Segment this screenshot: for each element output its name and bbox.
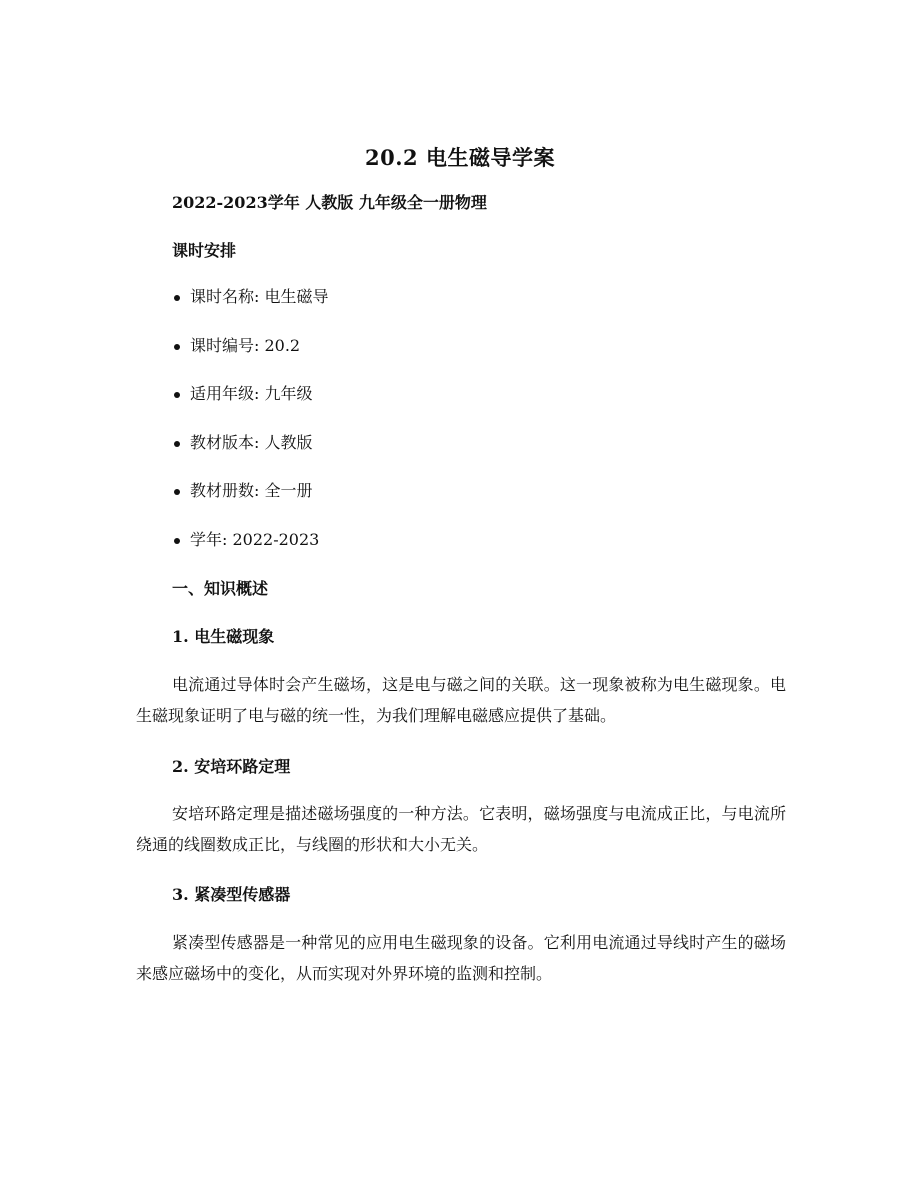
paragraph: 安培环路定理是描述磁场强度的一种方法。它表明，磁场强度与电流成正比，与电流所绕通的线圈数成正比，与线圈的形状和大小无关。	[136, 804, 786, 854]
list-item: 教材版本: 人教版	[172, 432, 772, 481]
list-item: 教材册数: 全一册	[172, 480, 772, 529]
section-heading: 一、知识概述	[172, 579, 269, 598]
page-title: 20.2 电生磁导学案	[365, 145, 555, 170]
subsection-heading: 2. 安培环路定理	[172, 757, 291, 776]
paragraph: 电流通过导体时会产生磁场，这是电与磁之间的关联。这一现象被称为电生磁现象。电生磁现象证明了电与磁的统一性，为我们理解电磁感应提供了基础。	[136, 675, 786, 725]
schedule-list	[172, 286, 772, 578]
list-item: 学年: 2022-2023	[172, 529, 772, 578]
subsection-heading: 3. 紧凑型传感器	[172, 885, 291, 904]
list-item: 课时名称: 电生磁导	[172, 286, 772, 335]
list-item: 课时编号: 20.2	[172, 335, 772, 384]
document-subtitle: 2022-2023学年 人教版 九年级全一册物理	[172, 193, 487, 212]
list-item: 适用年级: 九年级	[172, 383, 772, 432]
subsection-heading: 1. 电生磁现象	[172, 627, 275, 646]
schedule-heading: 课时安排	[172, 241, 237, 260]
paragraph: 紧凑型传感器是一种常见的应用电生磁现象的设备。它利用电流通过导线时产生的磁场来感应磁场中的变化，从而实现对外界环境的监测和控制。	[136, 933, 786, 983]
